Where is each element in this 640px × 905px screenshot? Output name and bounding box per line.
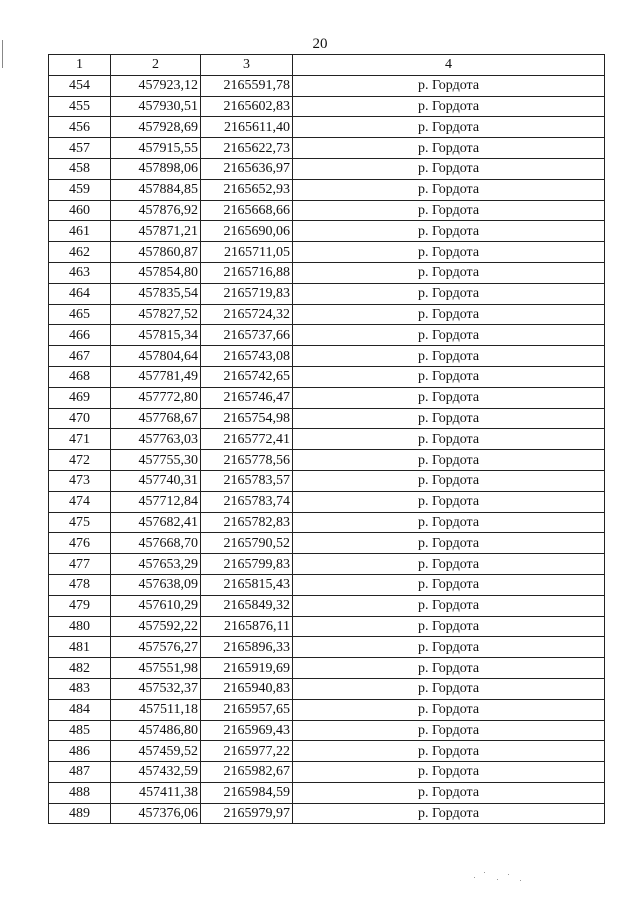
y-coordinate-cell: 2165977,22 bbox=[201, 741, 293, 762]
table-row bbox=[49, 117, 605, 138]
point-number-cell: 488 bbox=[49, 782, 111, 803]
x-coordinate-cell: 457884,85 bbox=[111, 179, 201, 200]
point-number-cell: 459 bbox=[49, 179, 111, 200]
x-coordinate-cell: 457755,30 bbox=[111, 450, 201, 471]
x-coordinate-cell: 457712,84 bbox=[111, 491, 201, 512]
x-coordinate-cell: 457928,69 bbox=[111, 117, 201, 138]
description-cell: р. Гордота bbox=[293, 75, 605, 96]
description-cell: р. Гордота bbox=[293, 96, 605, 117]
y-coordinate-cell: 2165876,11 bbox=[201, 616, 293, 637]
point-number-cell: 484 bbox=[49, 699, 111, 720]
x-coordinate-cell: 457768,67 bbox=[111, 408, 201, 429]
description-cell: р. Гордота bbox=[293, 699, 605, 720]
y-coordinate-cell: 2165849,32 bbox=[201, 595, 293, 616]
point-number-cell: 456 bbox=[49, 117, 111, 138]
y-coordinate-cell: 2165984,59 bbox=[201, 782, 293, 803]
table-row bbox=[49, 262, 605, 283]
description-cell: р. Гордота bbox=[293, 283, 605, 304]
description-cell: р. Гордота bbox=[293, 200, 605, 221]
x-coordinate-cell: 457835,54 bbox=[111, 283, 201, 304]
description-cell: р. Гордота bbox=[293, 366, 605, 387]
table-row bbox=[49, 242, 605, 263]
table-row bbox=[49, 512, 605, 533]
description-cell: р. Гордота bbox=[293, 304, 605, 325]
header-col-1: 1 bbox=[49, 55, 111, 76]
table-row bbox=[49, 741, 605, 762]
table-row bbox=[49, 574, 605, 595]
x-coordinate-cell: 457682,41 bbox=[111, 512, 201, 533]
y-coordinate-cell: 2165979,97 bbox=[201, 803, 293, 824]
page-number: 20 bbox=[312, 36, 328, 52]
header-col-4: 4 bbox=[293, 55, 605, 76]
y-coordinate-cell: 2165982,67 bbox=[201, 762, 293, 783]
table-row bbox=[49, 283, 605, 304]
table-row bbox=[49, 450, 605, 471]
description-cell: р. Гордота bbox=[293, 242, 605, 263]
y-coordinate-cell: 2165742,65 bbox=[201, 366, 293, 387]
x-coordinate-cell: 457486,80 bbox=[111, 720, 201, 741]
table-row bbox=[49, 75, 605, 96]
description-cell: р. Гордота bbox=[293, 533, 605, 554]
y-coordinate-cell: 2165815,43 bbox=[201, 574, 293, 595]
point-number-cell: 455 bbox=[49, 96, 111, 117]
table-row bbox=[49, 200, 605, 221]
table-row bbox=[49, 803, 605, 824]
x-coordinate-cell: 457871,21 bbox=[111, 221, 201, 242]
header-col-2: 2 bbox=[111, 55, 201, 76]
y-coordinate-cell: 2165790,52 bbox=[201, 533, 293, 554]
x-coordinate-cell: 457511,18 bbox=[111, 699, 201, 720]
description-cell: р. Гордота bbox=[293, 554, 605, 575]
point-number-cell: 473 bbox=[49, 470, 111, 491]
x-coordinate-cell: 457551,98 bbox=[111, 658, 201, 679]
x-coordinate-cell: 457804,64 bbox=[111, 346, 201, 367]
point-number-cell: 464 bbox=[49, 283, 111, 304]
y-coordinate-cell: 2165783,57 bbox=[201, 470, 293, 491]
description-cell: р. Гордота bbox=[293, 658, 605, 679]
description-cell: р. Гордота bbox=[293, 803, 605, 824]
point-number-cell: 454 bbox=[49, 75, 111, 96]
point-number-cell: 468 bbox=[49, 366, 111, 387]
table-row bbox=[49, 678, 605, 699]
y-coordinate-cell: 2165782,83 bbox=[201, 512, 293, 533]
description-cell: р. Гордота bbox=[293, 325, 605, 346]
y-coordinate-cell: 2165690,06 bbox=[201, 221, 293, 242]
description-cell: р. Гордота bbox=[293, 595, 605, 616]
x-coordinate-cell: 457653,29 bbox=[111, 554, 201, 575]
table-row bbox=[49, 554, 605, 575]
table-row bbox=[49, 325, 605, 346]
x-coordinate-cell: 457668,70 bbox=[111, 533, 201, 554]
y-coordinate-cell: 2165799,83 bbox=[201, 554, 293, 575]
point-number-cell: 462 bbox=[49, 242, 111, 263]
y-coordinate-cell: 2165611,40 bbox=[201, 117, 293, 138]
table-row bbox=[49, 637, 605, 658]
x-coordinate-cell: 457898,06 bbox=[111, 158, 201, 179]
table-row bbox=[49, 96, 605, 117]
y-coordinate-cell: 2165622,73 bbox=[201, 138, 293, 159]
y-coordinate-cell: 2165724,32 bbox=[201, 304, 293, 325]
point-number-cell: 461 bbox=[49, 221, 111, 242]
table-row bbox=[49, 138, 605, 159]
description-cell: р. Гордота bbox=[293, 491, 605, 512]
y-coordinate-cell: 2165919,69 bbox=[201, 658, 293, 679]
point-number-cell: 465 bbox=[49, 304, 111, 325]
point-number-cell: 483 bbox=[49, 678, 111, 699]
coordinates-table bbox=[48, 54, 605, 824]
y-coordinate-cell: 2165668,66 bbox=[201, 200, 293, 221]
table-row bbox=[49, 470, 605, 491]
y-coordinate-cell: 2165778,56 bbox=[201, 450, 293, 471]
point-number-cell: 481 bbox=[49, 637, 111, 658]
x-coordinate-cell: 457610,29 bbox=[111, 595, 201, 616]
table-row bbox=[49, 429, 605, 450]
y-coordinate-cell: 2165719,83 bbox=[201, 283, 293, 304]
point-number-cell: 471 bbox=[49, 429, 111, 450]
point-number-cell: 466 bbox=[49, 325, 111, 346]
table-row bbox=[49, 387, 605, 408]
table-row bbox=[49, 221, 605, 242]
x-coordinate-cell: 457376,06 bbox=[111, 803, 201, 824]
table-row bbox=[49, 366, 605, 387]
description-cell: р. Гордота bbox=[293, 720, 605, 741]
description-cell: р. Гордота bbox=[293, 574, 605, 595]
table-row bbox=[49, 595, 605, 616]
description-cell: р. Гордота bbox=[293, 408, 605, 429]
point-number-cell: 469 bbox=[49, 387, 111, 408]
y-coordinate-cell: 2165957,65 bbox=[201, 699, 293, 720]
x-coordinate-cell: 457763,03 bbox=[111, 429, 201, 450]
table-row bbox=[49, 408, 605, 429]
table-row bbox=[49, 158, 605, 179]
header-col-3: 3 bbox=[201, 55, 293, 76]
point-number-cell: 479 bbox=[49, 595, 111, 616]
table-row bbox=[49, 762, 605, 783]
point-number-cell: 475 bbox=[49, 512, 111, 533]
description-cell: р. Гордота bbox=[293, 221, 605, 242]
table-row bbox=[49, 658, 605, 679]
x-coordinate-cell: 457815,34 bbox=[111, 325, 201, 346]
description-cell: р. Гордота bbox=[293, 616, 605, 637]
description-cell: р. Гордота bbox=[293, 179, 605, 200]
point-number-cell: 477 bbox=[49, 554, 111, 575]
x-coordinate-cell: 457781,49 bbox=[111, 366, 201, 387]
x-coordinate-cell: 457930,51 bbox=[111, 96, 201, 117]
table-row bbox=[49, 346, 605, 367]
x-coordinate-cell: 457876,92 bbox=[111, 200, 201, 221]
table-header-row bbox=[49, 55, 605, 76]
y-coordinate-cell: 2165591,78 bbox=[201, 75, 293, 96]
scan-edge-line bbox=[2, 40, 3, 68]
table-row bbox=[49, 533, 605, 554]
table-row bbox=[49, 720, 605, 741]
table-row bbox=[49, 782, 605, 803]
x-coordinate-cell: 457459,52 bbox=[111, 741, 201, 762]
point-number-cell: 482 bbox=[49, 658, 111, 679]
y-coordinate-cell: 2165711,05 bbox=[201, 242, 293, 263]
x-coordinate-cell: 457854,80 bbox=[111, 262, 201, 283]
x-coordinate-cell: 457860,87 bbox=[111, 242, 201, 263]
y-coordinate-cell: 2165743,08 bbox=[201, 346, 293, 367]
table-row bbox=[49, 304, 605, 325]
description-cell: р. Гордота bbox=[293, 762, 605, 783]
x-coordinate-cell: 457827,52 bbox=[111, 304, 201, 325]
description-cell: р. Гордота bbox=[293, 346, 605, 367]
point-number-cell: 476 bbox=[49, 533, 111, 554]
y-coordinate-cell: 2165602,83 bbox=[201, 96, 293, 117]
description-cell: р. Гордота bbox=[293, 117, 605, 138]
y-coordinate-cell: 2165783,74 bbox=[201, 491, 293, 512]
description-cell: р. Гордота bbox=[293, 387, 605, 408]
point-number-cell: 489 bbox=[49, 803, 111, 824]
x-coordinate-cell: 457915,55 bbox=[111, 138, 201, 159]
table-row bbox=[49, 179, 605, 200]
description-cell: р. Гордота bbox=[293, 429, 605, 450]
y-coordinate-cell: 2165746,47 bbox=[201, 387, 293, 408]
point-number-cell: 463 bbox=[49, 262, 111, 283]
description-cell: р. Гордота bbox=[293, 138, 605, 159]
description-cell: р. Гордота bbox=[293, 512, 605, 533]
y-coordinate-cell: 2165754,98 bbox=[201, 408, 293, 429]
point-number-cell: 474 bbox=[49, 491, 111, 512]
description-cell: р. Гордота bbox=[293, 158, 605, 179]
y-coordinate-cell: 2165940,83 bbox=[201, 678, 293, 699]
description-cell: р. Гордота bbox=[293, 262, 605, 283]
point-number-cell: 486 bbox=[49, 741, 111, 762]
y-coordinate-cell: 2165636,97 bbox=[201, 158, 293, 179]
point-number-cell: 480 bbox=[49, 616, 111, 637]
x-coordinate-cell: 457638,09 bbox=[111, 574, 201, 595]
description-cell: р. Гордота bbox=[293, 782, 605, 803]
point-number-cell: 458 bbox=[49, 158, 111, 179]
point-number-cell: 457 bbox=[49, 138, 111, 159]
y-coordinate-cell: 2165896,33 bbox=[201, 637, 293, 658]
y-coordinate-cell: 2165652,93 bbox=[201, 179, 293, 200]
x-coordinate-cell: 457740,31 bbox=[111, 470, 201, 491]
point-number-cell: 485 bbox=[49, 720, 111, 741]
point-number-cell: 487 bbox=[49, 762, 111, 783]
x-coordinate-cell: 457592,22 bbox=[111, 616, 201, 637]
description-cell: р. Гордота bbox=[293, 470, 605, 491]
scan-specks bbox=[470, 869, 530, 883]
y-coordinate-cell: 2165737,66 bbox=[201, 325, 293, 346]
x-coordinate-cell: 457411,38 bbox=[111, 782, 201, 803]
point-number-cell: 470 bbox=[49, 408, 111, 429]
table-row bbox=[49, 699, 605, 720]
x-coordinate-cell: 457772,80 bbox=[111, 387, 201, 408]
y-coordinate-cell: 2165716,88 bbox=[201, 262, 293, 283]
description-cell: р. Гордота bbox=[293, 678, 605, 699]
point-number-cell: 467 bbox=[49, 346, 111, 367]
description-cell: р. Гордота bbox=[293, 450, 605, 471]
x-coordinate-cell: 457923,12 bbox=[111, 75, 201, 96]
description-cell: р. Гордота bbox=[293, 637, 605, 658]
y-coordinate-cell: 2165772,41 bbox=[201, 429, 293, 450]
point-number-cell: 478 bbox=[49, 574, 111, 595]
table-row bbox=[49, 491, 605, 512]
description-cell: р. Гордота bbox=[293, 741, 605, 762]
table-row bbox=[49, 616, 605, 637]
point-number-cell: 460 bbox=[49, 200, 111, 221]
x-coordinate-cell: 457432,59 bbox=[111, 762, 201, 783]
x-coordinate-cell: 457532,37 bbox=[111, 678, 201, 699]
point-number-cell: 472 bbox=[49, 450, 111, 471]
y-coordinate-cell: 2165969,43 bbox=[201, 720, 293, 741]
x-coordinate-cell: 457576,27 bbox=[111, 637, 201, 658]
